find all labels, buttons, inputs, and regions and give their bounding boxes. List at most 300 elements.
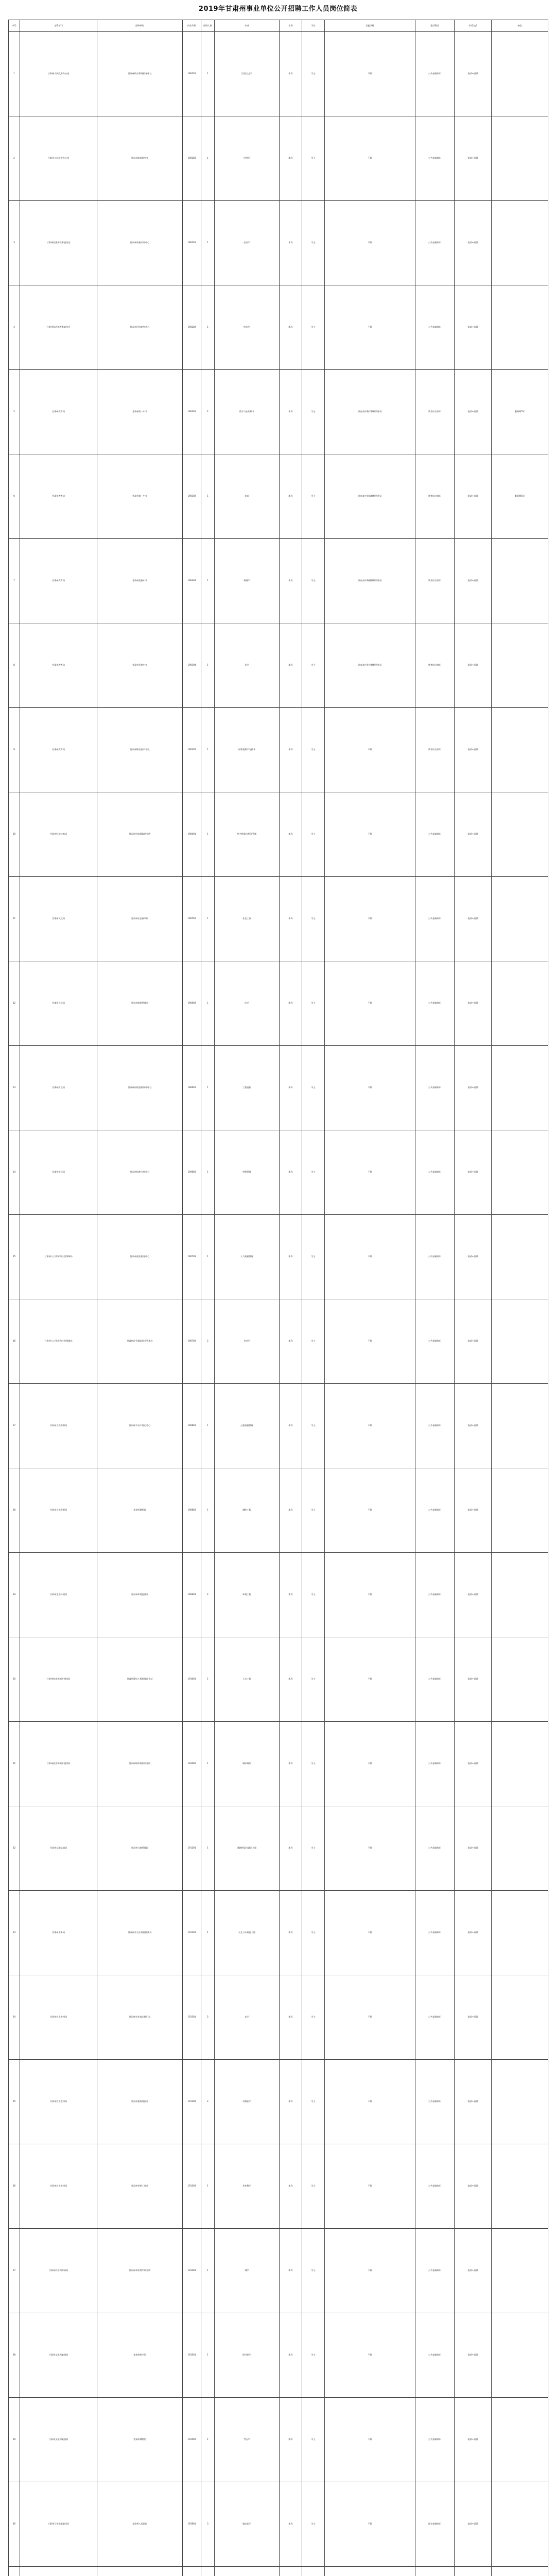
table-cell: 1 [201,1722,215,1806]
table-cell: 不限 [325,1891,415,1975]
column-header: 笔试科目 [415,20,455,32]
table-cell: 甘肃州民政局 [20,877,97,961]
table-cell [492,1891,548,1975]
table-row [9,708,548,792]
table-cell: 本科 [280,1637,302,1722]
table-cell: 具有高中化学教师资格证 [325,623,415,708]
table-cell: 1 [201,1806,215,1891]
table-cell: 学士 [302,201,325,285]
table-cell: 本科 [280,1975,302,2060]
table-cell: 笔试+面试 [455,2144,492,2229]
table-cell: 笔试+面试 [455,1299,492,1384]
table-cell: 不限 [325,792,415,877]
table-cell: 笔试+面试 [455,877,492,961]
table-cell: 公共基础知识 [415,1299,455,1384]
table-cell: 4 [9,285,20,370]
table-cell: 学士 [302,1637,325,1722]
table-cell: 190602 [183,1130,201,1215]
table-cell: 1 [201,2144,215,2229]
table-cell: 具有高中数学教师资格证 [325,370,415,454]
table-cell [455,2567,492,2576]
table-cell: 1 [201,1046,215,1130]
table-row [9,201,548,285]
table-cell: 本科 [280,2482,302,2567]
table-cell: 24 [9,1975,20,2060]
table-cell: 190401 [183,792,201,877]
recruitment-table [8,20,548,2576]
table-cell: 191101 [183,1806,201,1891]
table-cell: 甘肃州救助管理站 [97,961,183,1046]
table-cell: 不限 [325,1975,415,2060]
table-cell: 甘肃州图书馆 [97,2313,183,2398]
table-cell [201,2567,215,2576]
table-cell: 甘肃州住房和城乡建设局 [20,1722,97,1806]
table-cell: 本科 [280,708,302,792]
table-cell: 笔试+面试 [455,792,492,877]
table-cell: 不限 [325,961,415,1046]
table-row [9,961,548,1046]
table-cell: 笔试+面试 [455,370,492,454]
table-cell: 不限 [325,1299,415,1384]
table-cell: 甘肃州林业科学研究所 [97,2229,183,2313]
table-row [9,285,548,370]
table-cell: 公共基础知识 [415,2144,455,2229]
table-cell [215,2567,280,2576]
table-cell: 12 [9,961,20,1046]
table-cell: 公共基础知识 [415,1046,455,1130]
table-cell: 学士 [302,961,325,1046]
table-cell: 甘肃州财政局 [20,1130,97,1215]
table-cell: 甘肃州公路管理段 [97,1806,183,1891]
table-cell: 甘肃州环境监测站 [97,1553,183,1637]
table-cell [492,2060,548,2144]
table-cell: 学士 [302,1468,325,1553]
table-cell: 1 [201,1215,215,1299]
table-cell: 甘肃州水务局 [20,1891,97,1975]
table-cell: 笔试+面试 [455,2482,492,2567]
table-cell: 2 [201,370,215,454]
table-cell [302,2567,325,2576]
table-cell: 190202 [183,285,201,370]
table-cell: 具有高中物理教师资格证 [325,539,415,623]
table-cell [492,2313,548,2398]
table-cell: 学士 [302,1215,325,1299]
table-cell [97,2567,183,2576]
table-cell: 学士 [302,1130,325,1215]
table-cell: 191001 [183,1637,201,1722]
table-row [9,539,548,623]
table-cell: 甘肃州经济研究中心 [97,285,183,370]
table-row [9,2144,548,2229]
table-cell [492,116,548,201]
table-cell: 不限 [325,2398,415,2482]
table-cell: 笔试+面试 [455,1891,492,1975]
table-cell: 图书情报与档案管理 [215,792,280,877]
table-cell: 22 [9,1806,20,1891]
table-cell: 公共基础知识 [415,1384,455,1468]
table-cell: 财务管理 [215,1130,280,1215]
table-cell: 26 [9,2144,20,2229]
table-cell: 190201 [183,201,201,285]
table-cell: 甘肃州发展和改革委员会 [20,201,97,285]
table-cell: 甘肃州人民政府办公室 [20,116,97,201]
table-cell: 1 [201,2398,215,2482]
table-cell: 甘肃州农业农村局 [20,1975,97,2060]
table-cell: 公共基础知识 [415,1215,455,1299]
table-cell: 1 [201,1384,215,1468]
table-cell [492,2567,548,2576]
table-cell [492,32,548,116]
table-cell: 公共基础知识 [415,1553,455,1637]
table-cell: 公共基础知识 [415,1637,455,1722]
table-cell: 甘肃州建设工程质量监督站 [97,1637,183,1722]
table-cell: 学士 [302,454,325,539]
table-cell: 不限 [325,1637,415,1722]
table-cell: 甘肃州教育局 [20,708,97,792]
column-header: 专业 [215,20,280,32]
table-cell: 10 [9,792,20,877]
table-cell: 甘肃州人力资源和社会保障局 [20,1215,97,1299]
table-cell: 本科 [280,1299,302,1384]
table-cell: 190101 [183,32,201,116]
table-cell: 笔试+面试 [455,1215,492,1299]
table-cell: 甘肃州社会福利院 [97,877,183,961]
table-row [9,1299,548,1384]
table-cell: 21 [9,1722,20,1806]
table-cell: 学士 [302,370,325,454]
table-cell: 本科 [280,539,302,623]
table-cell: 不限 [325,2313,415,2398]
table-cell: 教育综合知识 [415,370,455,454]
column-header: 学历 [280,20,302,32]
table-cell: 1 [201,539,215,623]
table-cell: 13 [9,1046,20,1130]
table-cell [492,1215,548,1299]
table-cell: 公共基础知识 [415,1806,455,1891]
table-cell: 甘肃州自然资源局 [20,1468,97,1553]
table-cell: 甘肃州生态环境局 [20,1553,97,1637]
table-cell: 18 [9,1468,20,1553]
table-cell: 笔试+面试 [455,1975,492,2060]
table-cell [492,2229,548,2313]
table-cell: 190304 [183,623,201,708]
table-cell: 甘肃州住房和城乡建设局 [20,1637,97,1722]
table-row [9,792,548,877]
table-cell: 学士 [302,539,325,623]
table-cell: 笔试+面试 [455,1553,492,1637]
table-cell [492,1299,548,1384]
table-cell: 191601 [183,2482,201,2567]
table-cell: 3 [201,2482,215,2567]
table-cell: 甘肃州草原工作站 [97,2144,183,2229]
table-cell: 本科 [280,1553,302,1637]
table-cell [492,1468,548,1553]
table-cell: 甘肃州交通运输局 [20,1806,97,1891]
table-cell: 不限 [325,1130,415,1215]
table-cell: 公共基础知识 [415,792,455,877]
table-cell: 1 [201,116,215,201]
table-row [9,1215,548,1299]
table-row [9,2567,548,2576]
table-cell: 1 [201,1130,215,1215]
table-cell: 公共基础知识 [415,961,455,1046]
table-cell [492,708,548,792]
table-cell: 191401 [183,2229,201,2313]
table-cell: 2 [201,2060,215,2144]
table-row [9,877,548,961]
table-cell: 2 [9,116,20,201]
table-cell: 教育综合知识 [415,623,455,708]
table-cell: 法学 [215,961,280,1046]
table-cell: 1 [201,32,215,116]
table-cell: 甘肃州文化和旅游局 [20,2313,97,2398]
table-cell: 工程造价 [215,1046,280,1130]
table-cell: 191302 [183,2060,201,2144]
table-cell: 1 [201,285,215,370]
table-cell: 8 [9,623,20,708]
table-cell: 甘肃州农业农村局 [20,2060,97,2144]
table-cell: 笔试+面试 [455,454,492,539]
table-cell: 甘肃州国库支付中心 [97,1130,183,1215]
table-cell: 甘肃州人民医院 [97,2482,183,2567]
table-cell: 1 [201,623,215,708]
table-row [9,116,548,201]
table-cell: 甘肃州民政局 [20,961,97,1046]
table-cell: 本科 [280,454,302,539]
table-cell: 甘肃州测绘院 [97,1468,183,1553]
table-cell: 本科 [280,623,302,708]
table-cell: 1 [201,454,215,539]
table-cell: 笔试+面试 [455,1637,492,1722]
column-header: 招聘单位 [97,20,183,32]
table-row [9,2060,548,2144]
table-cell: 1 [201,792,215,877]
table-cell: 甘肃州教育局 [20,454,97,539]
table-cell: 笔试+面试 [455,1046,492,1130]
table-cell: 笔试+面试 [455,539,492,623]
table-cell: 学士 [302,708,325,792]
table-cell: 甘肃州水文水资源勘测局 [97,1891,183,1975]
table-cell: 甘肃州人民政府办公室 [20,32,97,116]
table-cell: 甘肃州第一中学 [97,370,183,454]
table-cell: 甘肃州卫生健康委员会 [20,2482,97,2567]
table-cell: 笔试+面试 [455,1806,492,1891]
table-cell: 20 [9,1637,20,1722]
table-row [9,2398,548,2482]
table-cell: 不限 [325,2060,415,2144]
table-cell: 笔试+面试 [455,2060,492,2144]
table-cell: 甘肃州财政投资评审中心 [97,1046,183,1130]
table-cell [492,1975,548,2060]
table-row [9,1975,548,2060]
table-cell: 教育综合知识 [415,454,455,539]
table-cell [492,285,548,370]
table-cell: 190301 [183,370,201,454]
table-cell: 甘肃州价格认证中心 [97,201,183,285]
table-cell [20,2567,97,2576]
table-cell: 190302 [183,454,201,539]
table-cell: 30 [9,2482,20,2567]
table-cell: 190501 [183,877,201,961]
table-cell: 不限 [325,1468,415,1553]
table-cell: 教育综合知识 [415,539,455,623]
table-cell: 1 [201,201,215,285]
table-cell: 190303 [183,539,201,623]
table-cell: 城乡规划 [215,1722,280,1806]
table-cell: 2 [201,1553,215,1637]
table-cell [9,2567,20,2576]
table-cell: 1 [201,1891,215,1975]
table-cell: 1 [201,708,215,792]
table-cell: 本科 [280,2313,302,2398]
table-cell: 土地资源管理 [215,1384,280,1468]
table-cell: 公共基础知识 [415,1722,455,1806]
table-cell: 学士 [302,2398,325,2482]
table-cell: 不限 [325,2144,415,2229]
table-cell: 数学与应用数学 [215,370,280,454]
table-cell: 笔试+面试 [455,1468,492,1553]
table-cell [492,792,548,877]
table-cell: 土木工程 [215,1637,280,1722]
table-cell: 本科 [280,1130,302,1215]
column-header: 主管部门 [20,20,97,32]
table-cell: 公共基础知识 [415,116,455,201]
table-cell: 27 [9,2229,20,2313]
table-cell: 191303 [183,2144,201,2229]
table-cell: 甘肃州教育局 [20,370,97,454]
table-cell: 计算机科学与技术 [215,708,280,792]
table-row [9,454,548,539]
table-cell: 1 [201,2229,215,2313]
table-cell: 公共基础知识 [415,2313,455,2398]
table-cell: 不限 [325,116,415,201]
table-cell: 甘肃州教育局 [20,623,97,708]
table-cell: 不限 [325,2229,415,2313]
table-cell [492,1637,548,1722]
table-cell: 医学基础知识 [415,2482,455,2567]
table-cell [492,2144,548,2229]
table-cell: 学士 [302,1384,325,1468]
table-cell: 14 [9,1130,20,1215]
table-cell: 学士 [302,285,325,370]
table-cell: 笔试+面试 [455,623,492,708]
table-cell: 甘肃州博物馆 [97,2398,183,2482]
table-cell: 1 [201,1468,215,1553]
table-cell: 林学 [215,2229,280,2313]
table-cell [492,1130,548,1215]
table-cell: 9 [9,708,20,792]
table-cell: 不限 [325,32,415,116]
table-cell: 学士 [302,1722,325,1806]
table-cell: 190305 [183,708,201,792]
table-cell: 公共基础知识 [415,32,455,116]
table-cell: 公共基础知识 [415,1891,455,1975]
table-row [9,623,548,708]
table-cell: 统计学 [215,285,280,370]
table-cell: 笔试+面试 [455,2313,492,2398]
table-cell [492,201,548,285]
table-cell: 笔试+面试 [455,285,492,370]
table-row [9,2313,548,2398]
table-cell [492,1046,548,1130]
table-cell: 23 [9,1891,20,1975]
table-cell: 甘肃州科学技术局 [20,792,97,877]
table-cell: 水文与水资源工程 [215,1891,280,1975]
table-cell [280,2567,302,2576]
table-row [9,1722,548,1806]
table-cell: 学士 [302,1046,325,1130]
table-cell: 公共基础知识 [415,877,455,961]
table-cell: 不限 [325,1806,415,1891]
table-cell: 公共基础知识 [415,2060,455,2144]
table-cell [492,623,548,708]
table-cell: 人力资源管理 [215,1215,280,1299]
table-cell: 笔试+面试 [455,2229,492,2313]
table-cell: 本科 [280,370,302,454]
table-cell: 191201 [183,1891,201,1975]
table-cell: 学士 [302,2060,325,2144]
table-cell: 社会工作 [215,877,280,961]
table-cell: 学士 [302,116,325,201]
table-cell: 本科 [280,1215,302,1299]
table-cell: 25 [9,2060,20,2144]
table-cell: 经济学 [215,116,280,201]
table-cell: 190801 [183,1384,201,1468]
table-cell: 甘肃州文化和旅游局 [20,2398,97,2482]
table-cell: 汉语言文学 [215,32,280,116]
table-cell: 190502 [183,961,201,1046]
table-cell: 190702 [183,1299,201,1384]
table-cell: 学士 [302,32,325,116]
table-cell: 学士 [302,1891,325,1975]
table-cell: 本科 [280,2144,302,2229]
table-cell: 不限 [325,285,415,370]
table-cell [492,1806,548,1891]
table-cell: 服务期5年 [492,370,548,454]
table-cell: 甘肃州城市规划设计院 [97,1722,183,1806]
table-cell: 17 [9,1384,20,1468]
table-cell: 不限 [325,877,415,961]
table-row [9,1046,548,1130]
table-cell: 公共基础知识 [415,1130,455,1215]
table-cell: 公共基础知识 [415,1468,455,1553]
table-cell: 甘肃州农业技术推广站 [97,1975,183,2060]
table-cell: 29 [9,2398,20,2482]
table-cell: 不限 [325,1215,415,1299]
table-cell: 测绘工程 [215,1468,280,1553]
table-body [9,32,548,2576]
table-cell: 甘肃州不动产登记中心 [97,1384,183,1468]
table-cell: 190102 [183,116,201,201]
table-cell: 甘肃州政府研究室 [97,116,183,201]
table-cell: 本科 [280,961,302,1046]
table-row [9,1384,548,1468]
table-cell: 公共基础知识 [415,285,455,370]
table-cell: 16 [9,1299,20,1384]
table-row [9,1637,548,1722]
table-cell: 草业科学 [215,2144,280,2229]
table-cell: 会计学 [215,1299,280,1384]
table-cell [492,2482,548,2567]
table-cell: 1 [201,2313,215,2398]
table-cell: 甘肃州职业技术学校 [97,708,183,792]
table-cell: 2 [201,1299,215,1384]
table-row [9,370,548,454]
table-cell: 191002 [183,1722,201,1806]
table-cell: 英语 [215,454,280,539]
table-cell: 笔试+面试 [455,708,492,792]
table-cell: 本科 [280,1806,302,1891]
